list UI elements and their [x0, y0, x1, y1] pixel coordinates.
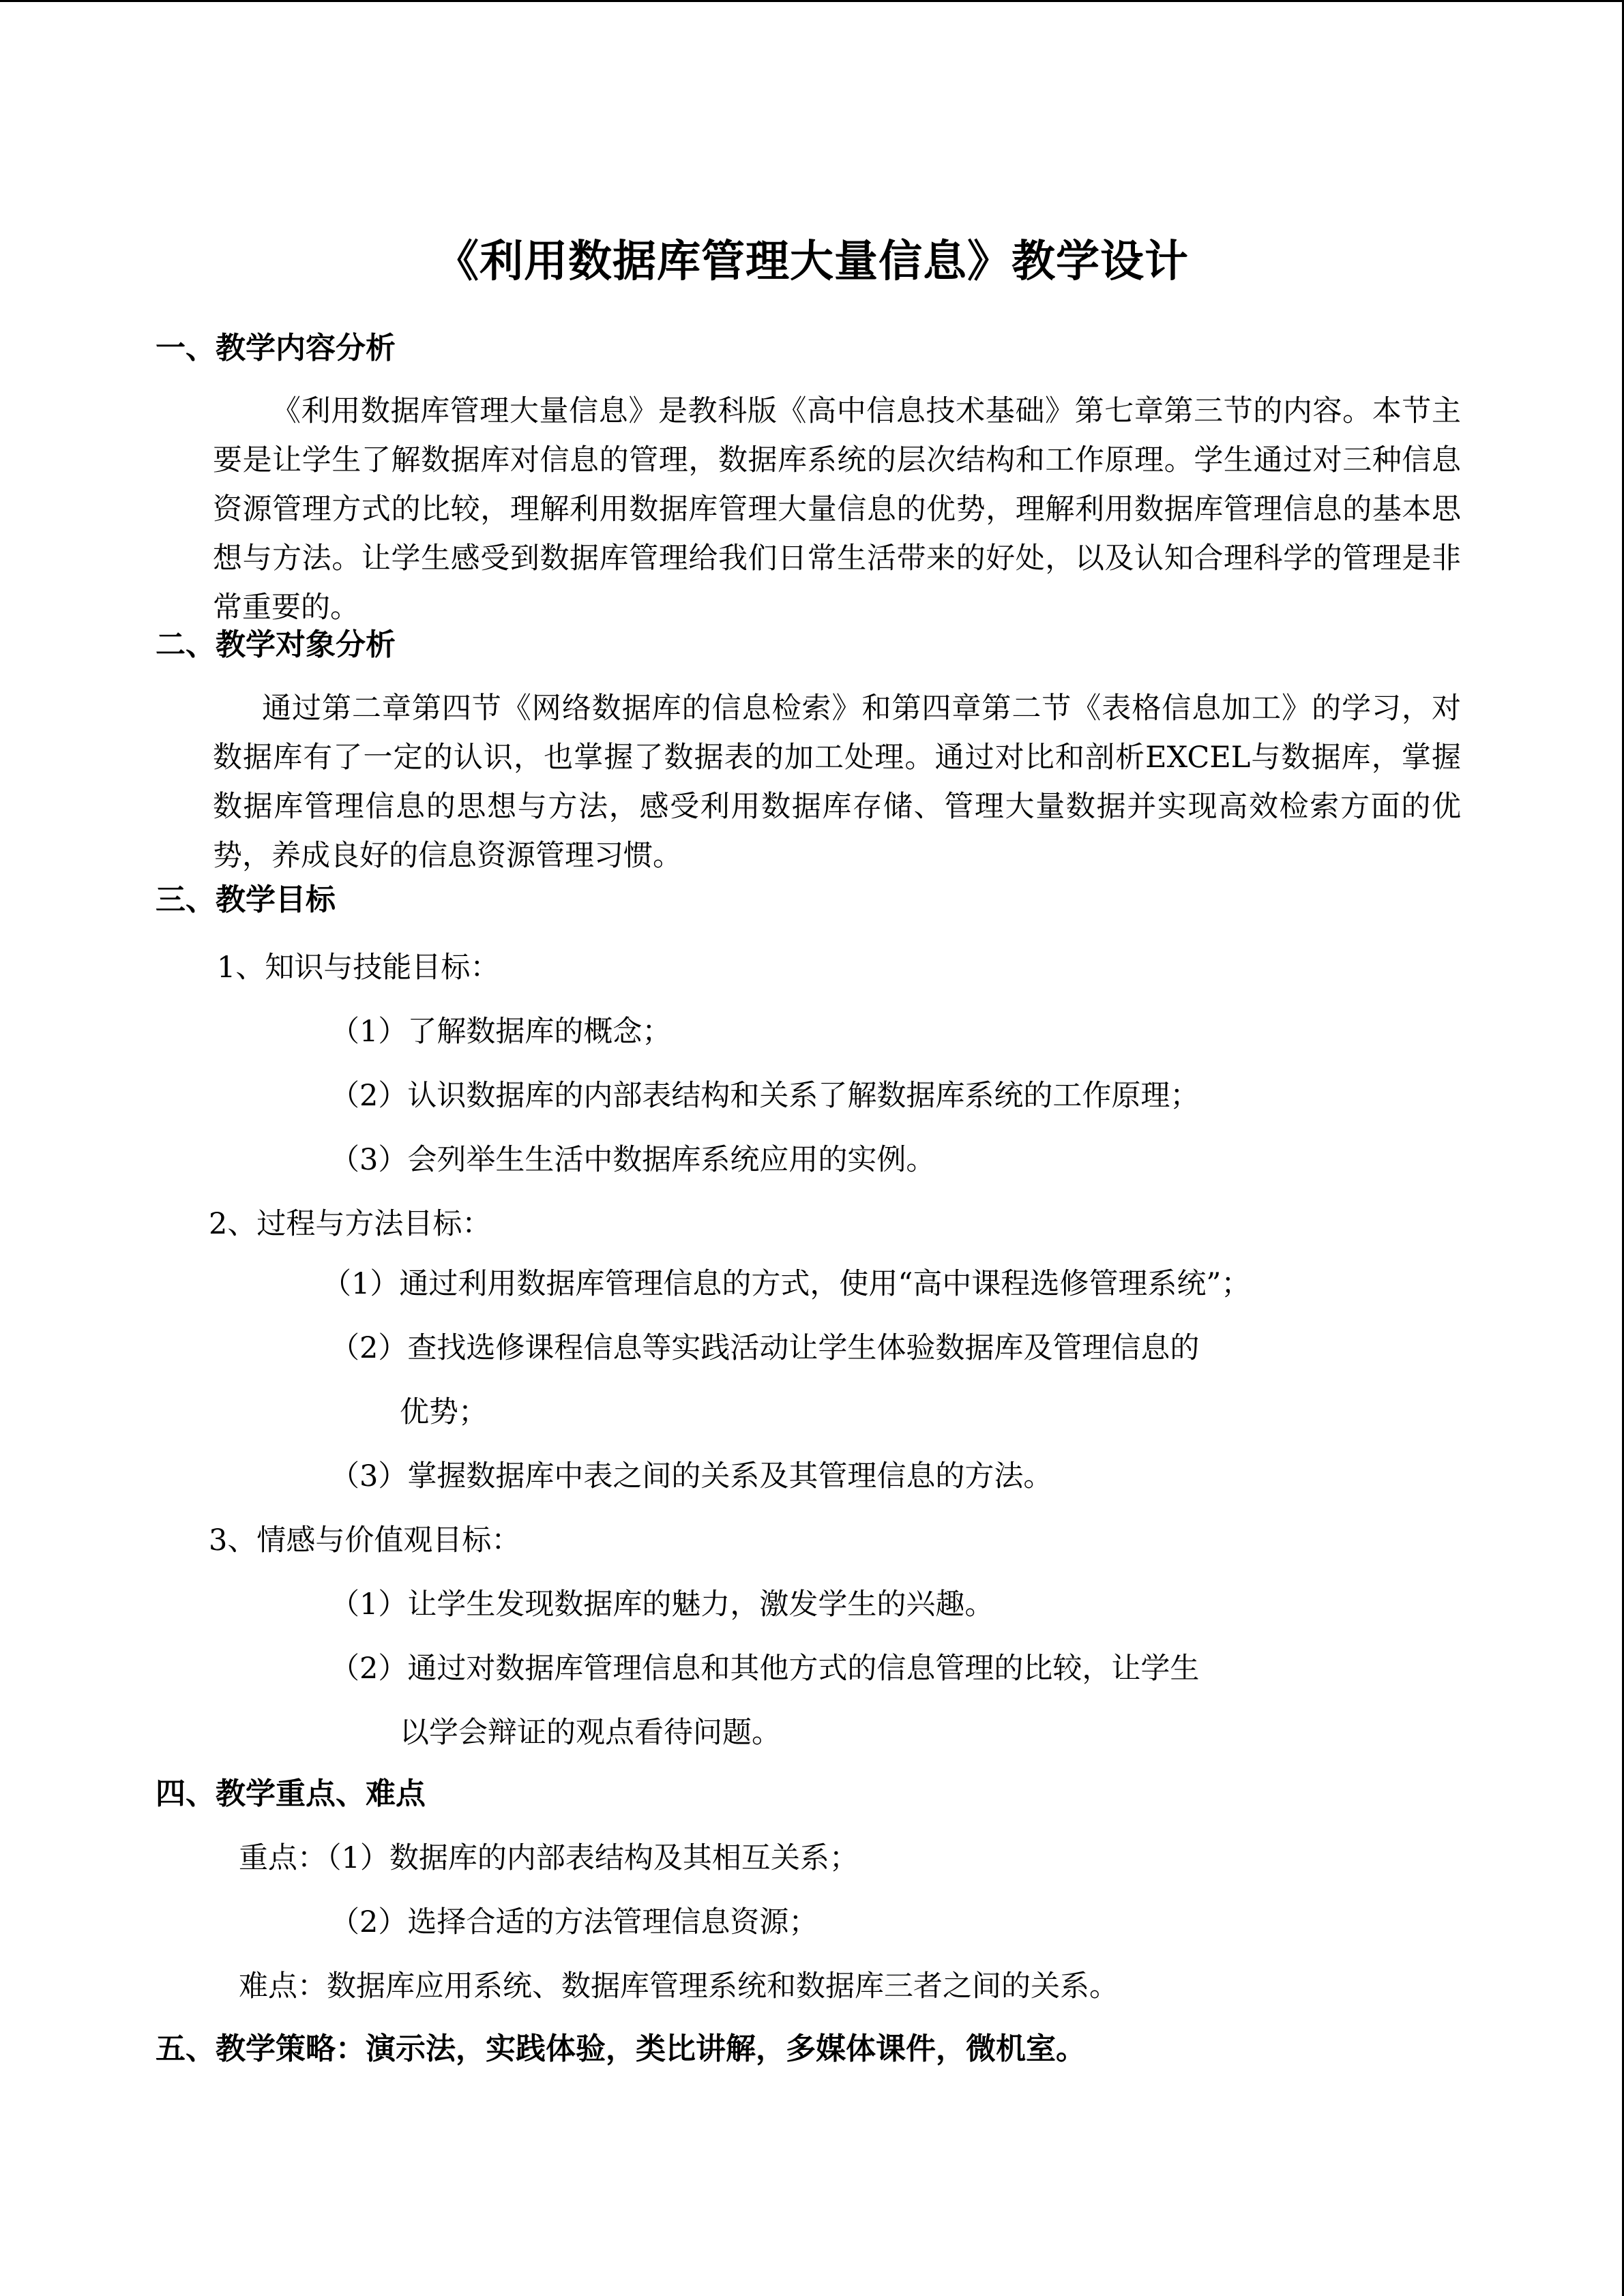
list-item: （1）了解数据库的概念； — [330, 1015, 672, 1049]
goal-label-process-method: 2、过程与方法目标： — [209, 1207, 492, 1241]
list-item: （2）认识数据库的内部表结构和关系了解数据库系统的工作原理； — [330, 1079, 1200, 1113]
list-item: （3）会列举生生活中数据库系统应用的实例。 — [330, 1143, 936, 1177]
key-point-2: （2）选择合适的方法管理信息资源； — [330, 1905, 818, 1939]
list-item-continuation: 以学会辩证的观点看待问题。 — [400, 1716, 781, 1750]
goal-label-emotion-values: 3、情感与价值观目标： — [209, 1523, 521, 1557]
section-paragraph-content-analysis: 《利用数据库管理大量信息》是教科版《高中信息技术基础》第七章第三节的内容。本节主要是让学生了解数据库对信息的管理，数据库系统的层次结构和工作原理。学生通过对三种信息资源管理方式的比较，理解利用数据库管理大量信息的优势，理解利用数据库管理信息的基本思想与方法。让学生感受到数据库管理给我们日常生活带来的好处，以及认知合理科学的管理是非常重要的。 — [213, 394, 1461, 625]
list-item: （1）通过利用数据库管理信息的方式，使用“高中课程选修管理系统”； — [322, 1267, 1251, 1301]
list-item: （2）通过对数据库管理信息和其他方式的信息管理的比较，让学生 — [330, 1652, 1200, 1686]
list-item: （3）掌握数据库中表之间的关系及其管理信息的方法。 — [330, 1459, 1053, 1493]
section-heading-teaching-strategy: 五、教学策略：演示法，实践体验，类比讲解，多媒体课件，微机室。 — [156, 2031, 1086, 2066]
list-item: （2）查找选修课程信息等实践活动让学生体验数据库及管理信息的 — [330, 1331, 1200, 1365]
document-title: 《利用数据库管理大量信息》教学设计 — [435, 237, 1189, 287]
section-paragraph-student-analysis: 通过第二章第四节《网络数据库的信息检索》和第四章第二节《表格信息加工》的学习，对数据库有了一定的认识，也掌握了数据表的加工处理。通过对比和剖析EXCEL与数据库，掌握数据库管理信息的思想与方法，感受利用数据库存储、管理大量数据并实现高效检索方面的优势，养成良好的信息资源管理习惯。 — [213, 691, 1461, 873]
list-item-continuation: 优势； — [400, 1395, 488, 1429]
section-heading-key-points: 四、教学重点、难点 — [156, 1776, 426, 1811]
list-item: （1）让学生发现数据库的魅力，激发学生的兴趣。 — [330, 1587, 994, 1622]
section-heading-teaching-goals: 三、教学目标 — [156, 882, 336, 917]
goal-label-knowledge-skills: 1、知识与技能目标： — [217, 951, 500, 985]
difficulty-point: 难点：数据库应用系统、数据库管理系统和数据库三者之间的关系。 — [239, 1969, 1119, 2003]
section-heading-content-analysis: 一、教学内容分析 — [156, 331, 396, 366]
section-heading-student-analysis: 二、教学对象分析 — [156, 627, 396, 662]
key-point-1: 重点：（1）数据库的内部表结构及其相互关系； — [239, 1841, 859, 1875]
